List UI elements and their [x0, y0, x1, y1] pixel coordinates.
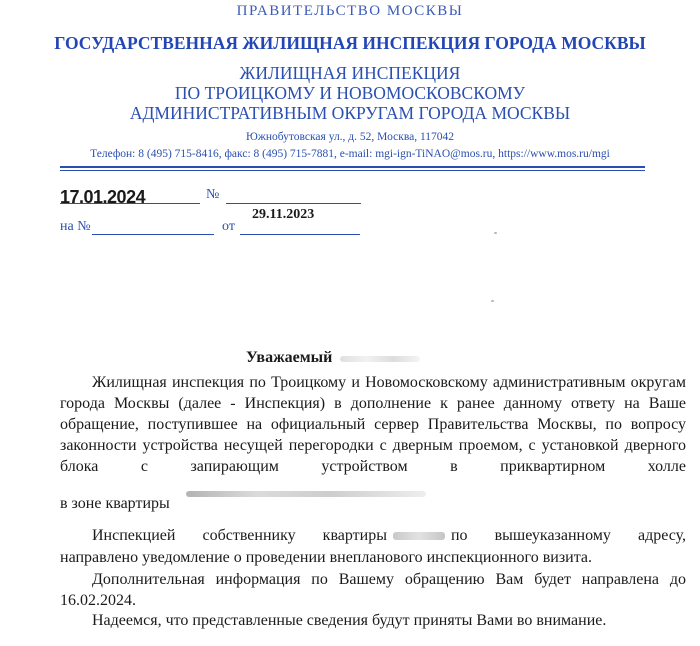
registration-number-label: №	[206, 187, 220, 202]
paragraph-2-end: по вышеуказанному адресу,	[450, 527, 686, 544]
government-title: ПРАВИТЕЛЬСТВО МОСКВЫ	[236, 3, 464, 19]
subdivision-line-1: ЖИЛИЩНАЯ ИНСПЕКЦИЯ	[239, 63, 461, 83]
reference-date: 29.11.2023	[252, 207, 315, 222]
paragraph-1-text: Жилищная инспекция по Троицкому и Новомосковскому административным округам города Москвы (далее - Инспекция) в дополнение к ранее данному ответу на Ваше обращение, поступившее на официальный сервер Правительства Москвы, по вопросу законности устройства несущей перегородки с дверным проемом, с установкой дверного блока с запирающим устройством в приквартирном холле	[60, 374, 686, 475]
subdivision-line-3: АДМИНИСТРАТИВНЫМ ОКРУГАМ ГОРОДА МОСКВЫ	[129, 103, 571, 123]
registration-date-line	[60, 203, 200, 204]
redacted-apartment-number	[393, 532, 445, 540]
agency-address: Южнобутовская ул., д. 52, Москва, 117042	[245, 131, 455, 143]
body-paragraph-2-line-2	[60, 547, 686, 568]
redacted-address-smudge	[186, 491, 426, 497]
registration-number-line	[226, 203, 361, 204]
redacted-recipient-name	[340, 356, 420, 362]
salutation: Уважаемый	[246, 349, 333, 366]
scan-speck	[494, 232, 497, 234]
reference-date-line	[240, 234, 360, 235]
agency-title: ГОСУДАРСТВЕННАЯ ЖИЛИЩНАЯ ИНСПЕКЦИЯ ГОРОДА МОСКВЫ	[54, 33, 646, 53]
registration-date: 17.01.2024	[60, 187, 146, 207]
reference-number-line	[92, 234, 214, 235]
body-paragraph-1	[60, 372, 686, 498]
subdivision-line-2: ПО ТРОИЦКОМУ И НОВОМОСКОВСКОМУ	[174, 83, 526, 103]
letterhead-rule-thin	[60, 170, 645, 171]
reference-number-label: на №	[60, 219, 91, 234]
letterhead-rule-thick	[60, 166, 645, 168]
agency-contacts: Телефон: 8 (495) 715-8416, факс: 8 (495) 715-7881, e-mail: mgi-ign-TiNAO@mos.ru, https://www.mos.ru/mgi	[90, 148, 610, 160]
paragraph-2-line-2-text: направлено уведомление о проведении внепланового инспекционного визита.	[60, 549, 592, 566]
paragraph-4-text: Надеемся, что представленные сведения будут приняты Вами во внимание.	[92, 612, 607, 629]
scan-speck	[491, 300, 494, 302]
paragraph-2-start: Инспекцией собственнику квартиры	[92, 527, 387, 544]
reference-from-label: от	[222, 219, 235, 234]
body-paragraph-4	[60, 610, 686, 631]
paragraph-3-text: Дополнительная информация по Вашему обращению Вам будет направлена до 16.02.2024.	[60, 571, 686, 609]
paragraph-1-end-text: в зоне квартиры	[60, 495, 170, 512]
